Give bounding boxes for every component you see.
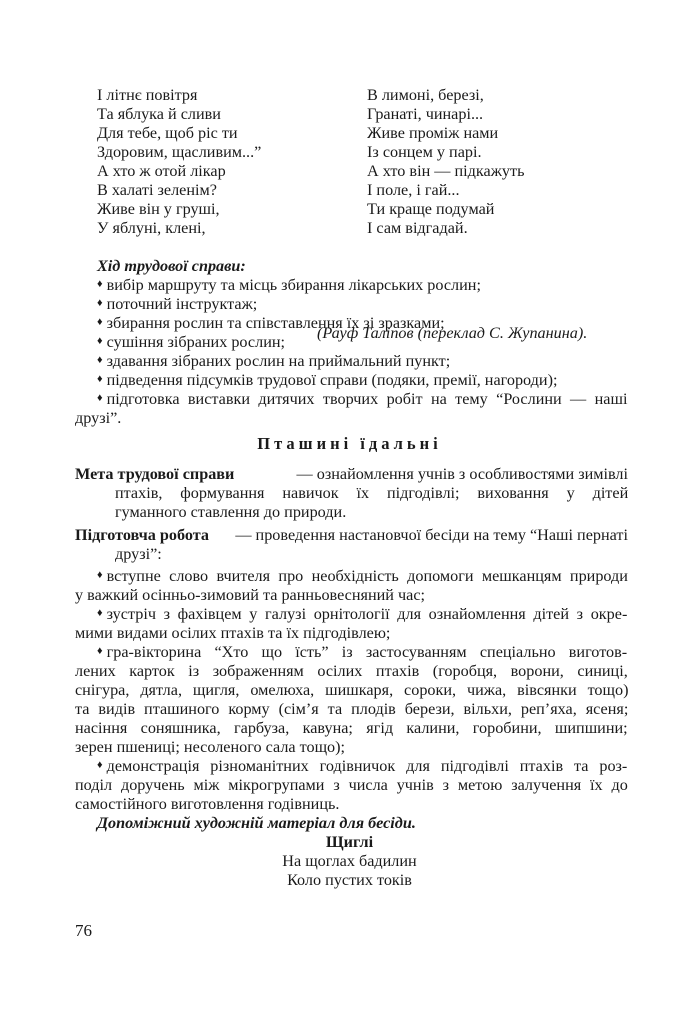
list-item: ♦ зустріч з фахівцем у галузі орнітології для ознайомлення дітей з окре- — [97, 605, 628, 623]
list-item: ♦ демонстрація різноманітних годівничок для підгодівлі птахів та роз- — [97, 757, 628, 775]
diamond-bullet-icon: ♦ — [97, 297, 103, 309]
list-item-continuation: мими видами осілих птахів та їх підгодівлею; — [75, 624, 391, 642]
course-heading-text: Хід трудової справи: — [97, 257, 246, 275]
goal-line: гуманного ставлення до природи. — [115, 503, 347, 521]
goal-label: Мета трудової справи — [75, 465, 235, 483]
poem-line: І поле, і гай... — [367, 181, 460, 199]
list-item: ♦ гра-вікторина “Хто що їсть” із застосуванням спеціально виготов- — [97, 643, 628, 661]
prep-line: Підготовча робота — проведення настановчої бесіди на тему “Наші пернаті — [75, 526, 628, 544]
poem-line: На щоглах бадилин — [282, 852, 417, 870]
goal-line: Мета трудової справи — ознайомлення учнів з особливостями зимівлі — [75, 465, 628, 483]
poem-line: І літнє повітря — [97, 86, 198, 104]
poem-left-column — [97, 86, 261, 238]
poem-line: Із сонцем у парі. — [367, 143, 482, 161]
course-heading — [75, 257, 628, 276]
aux-heading-text: Допоміжний художній матеріал для бесіди. — [97, 814, 416, 832]
poem-title: Щиглі — [325, 833, 374, 851]
prep-label: Підготовча робота — [75, 526, 210, 544]
list-item-continuation: самостійного виготовлення годівниць. — [75, 795, 340, 813]
poem-line: Коло пустих токів — [287, 871, 412, 889]
list-item-continuation: насіння соняшника, гарбуза, кавуна; ягід калини, горобини, шипшини; — [75, 719, 628, 737]
diamond-bullet-icon: ♦ — [97, 278, 103, 290]
diamond-bullet-icon: ♦ — [97, 569, 103, 581]
list-item: ♦ поточний інструктаж; — [97, 295, 258, 313]
list-item-continuation: у важкий осінньо-зимовий та ранньовесняний час; — [75, 586, 426, 604]
poem-line: Здоровим, щасливим...” — [97, 143, 262, 161]
poem-line: Гранаті, чинарі... — [367, 105, 484, 123]
course-section — [75, 257, 628, 428]
page-number: 76 — [75, 921, 92, 940]
diamond-bullet-icon: ♦ — [97, 607, 103, 619]
list-item: ♦ збирання рослин та співставлення їх зі зразками; — [97, 314, 445, 332]
poem-line: В лимоні, березі, — [367, 86, 484, 104]
list-item-continuation: та видів пташиного корму (сім’я та плодів берези, вільхи, реп’яха, ясеня; — [75, 700, 629, 718]
poem-right-column — [367, 86, 524, 238]
list-item-continuation: зерен пшениці; несоленого сала тощо); — [75, 738, 346, 756]
diamond-bullet-icon: ♦ — [97, 354, 103, 366]
list-item-continuation: лених карток із зображенням осілих птахів (горобця, ворони, синиці, — [75, 662, 628, 680]
list-item-continuation: снігура, дятла, щигля, омелюха, шишкаря, сороки, чижа, вівсянки тощо) — [75, 681, 629, 699]
aux-heading — [75, 814, 628, 833]
poem-line: Живе проміж нами — [367, 124, 499, 142]
poem-line: І сам відгадай. — [367, 219, 468, 237]
poem-line: Та яблука й сливи — [97, 105, 221, 123]
poem-attribution: (Рауф Таліпов (переклад С. Жупанина). — [317, 324, 588, 342]
diamond-bullet-icon: ♦ — [97, 392, 103, 404]
diamond-bullet-icon: ♦ — [97, 316, 103, 328]
poem-line: А хто він — підкажуть — [367, 162, 525, 180]
list-item: ♦ вибір маршруту та місць збирання лікарських рослин; — [97, 276, 481, 294]
goal-line: птахів, формування навичок їх підгодівлі; виховання у дітей — [115, 484, 629, 502]
list-item: ♦ вступне слово вчителя про необхідність допомоги мешканцям природи — [97, 567, 628, 585]
section-title: Пташині їдальні — [257, 434, 442, 453]
list-item: ♦ сушіння зібраних рослин; — [97, 333, 286, 351]
prep-paragraph — [75, 526, 628, 564]
list-item: ♦ підготовка виставки дитячих творчих робіт на тему “Рослини — наші — [97, 390, 628, 408]
list-item: ♦ здавання зібраних рослин на приймальний пункт; — [97, 352, 451, 370]
diamond-bullet-icon: ♦ — [97, 335, 103, 347]
list-item: ♦ підведення підсумків трудової справи (подяки, премії, нагороди); — [97, 371, 558, 389]
goal-paragraph — [75, 465, 628, 522]
diamond-bullet-icon: ♦ — [97, 373, 103, 385]
diamond-bullet-icon: ♦ — [97, 759, 103, 771]
prep-list — [75, 567, 628, 833]
poem-line: Ти краще подумай — [367, 200, 495, 218]
prep-line: друзі”: — [115, 545, 162, 563]
list-item-continuation: друзі”. — [75, 409, 122, 427]
poem-line: У яблуні, клені, — [97, 219, 206, 237]
poem-line: В халаті зеленім? — [97, 181, 217, 199]
poem-line: Живе він у груші, — [97, 200, 220, 218]
diamond-bullet-icon: ♦ — [97, 645, 103, 657]
poem-line: А хто ж отой лікар — [97, 162, 226, 180]
poem-line: Для тебе, щоб ріс ти — [97, 124, 238, 142]
list-item-continuation: поділ доручень між мікрогрупами з числа учнів з метою залучення їх до — [75, 776, 628, 794]
